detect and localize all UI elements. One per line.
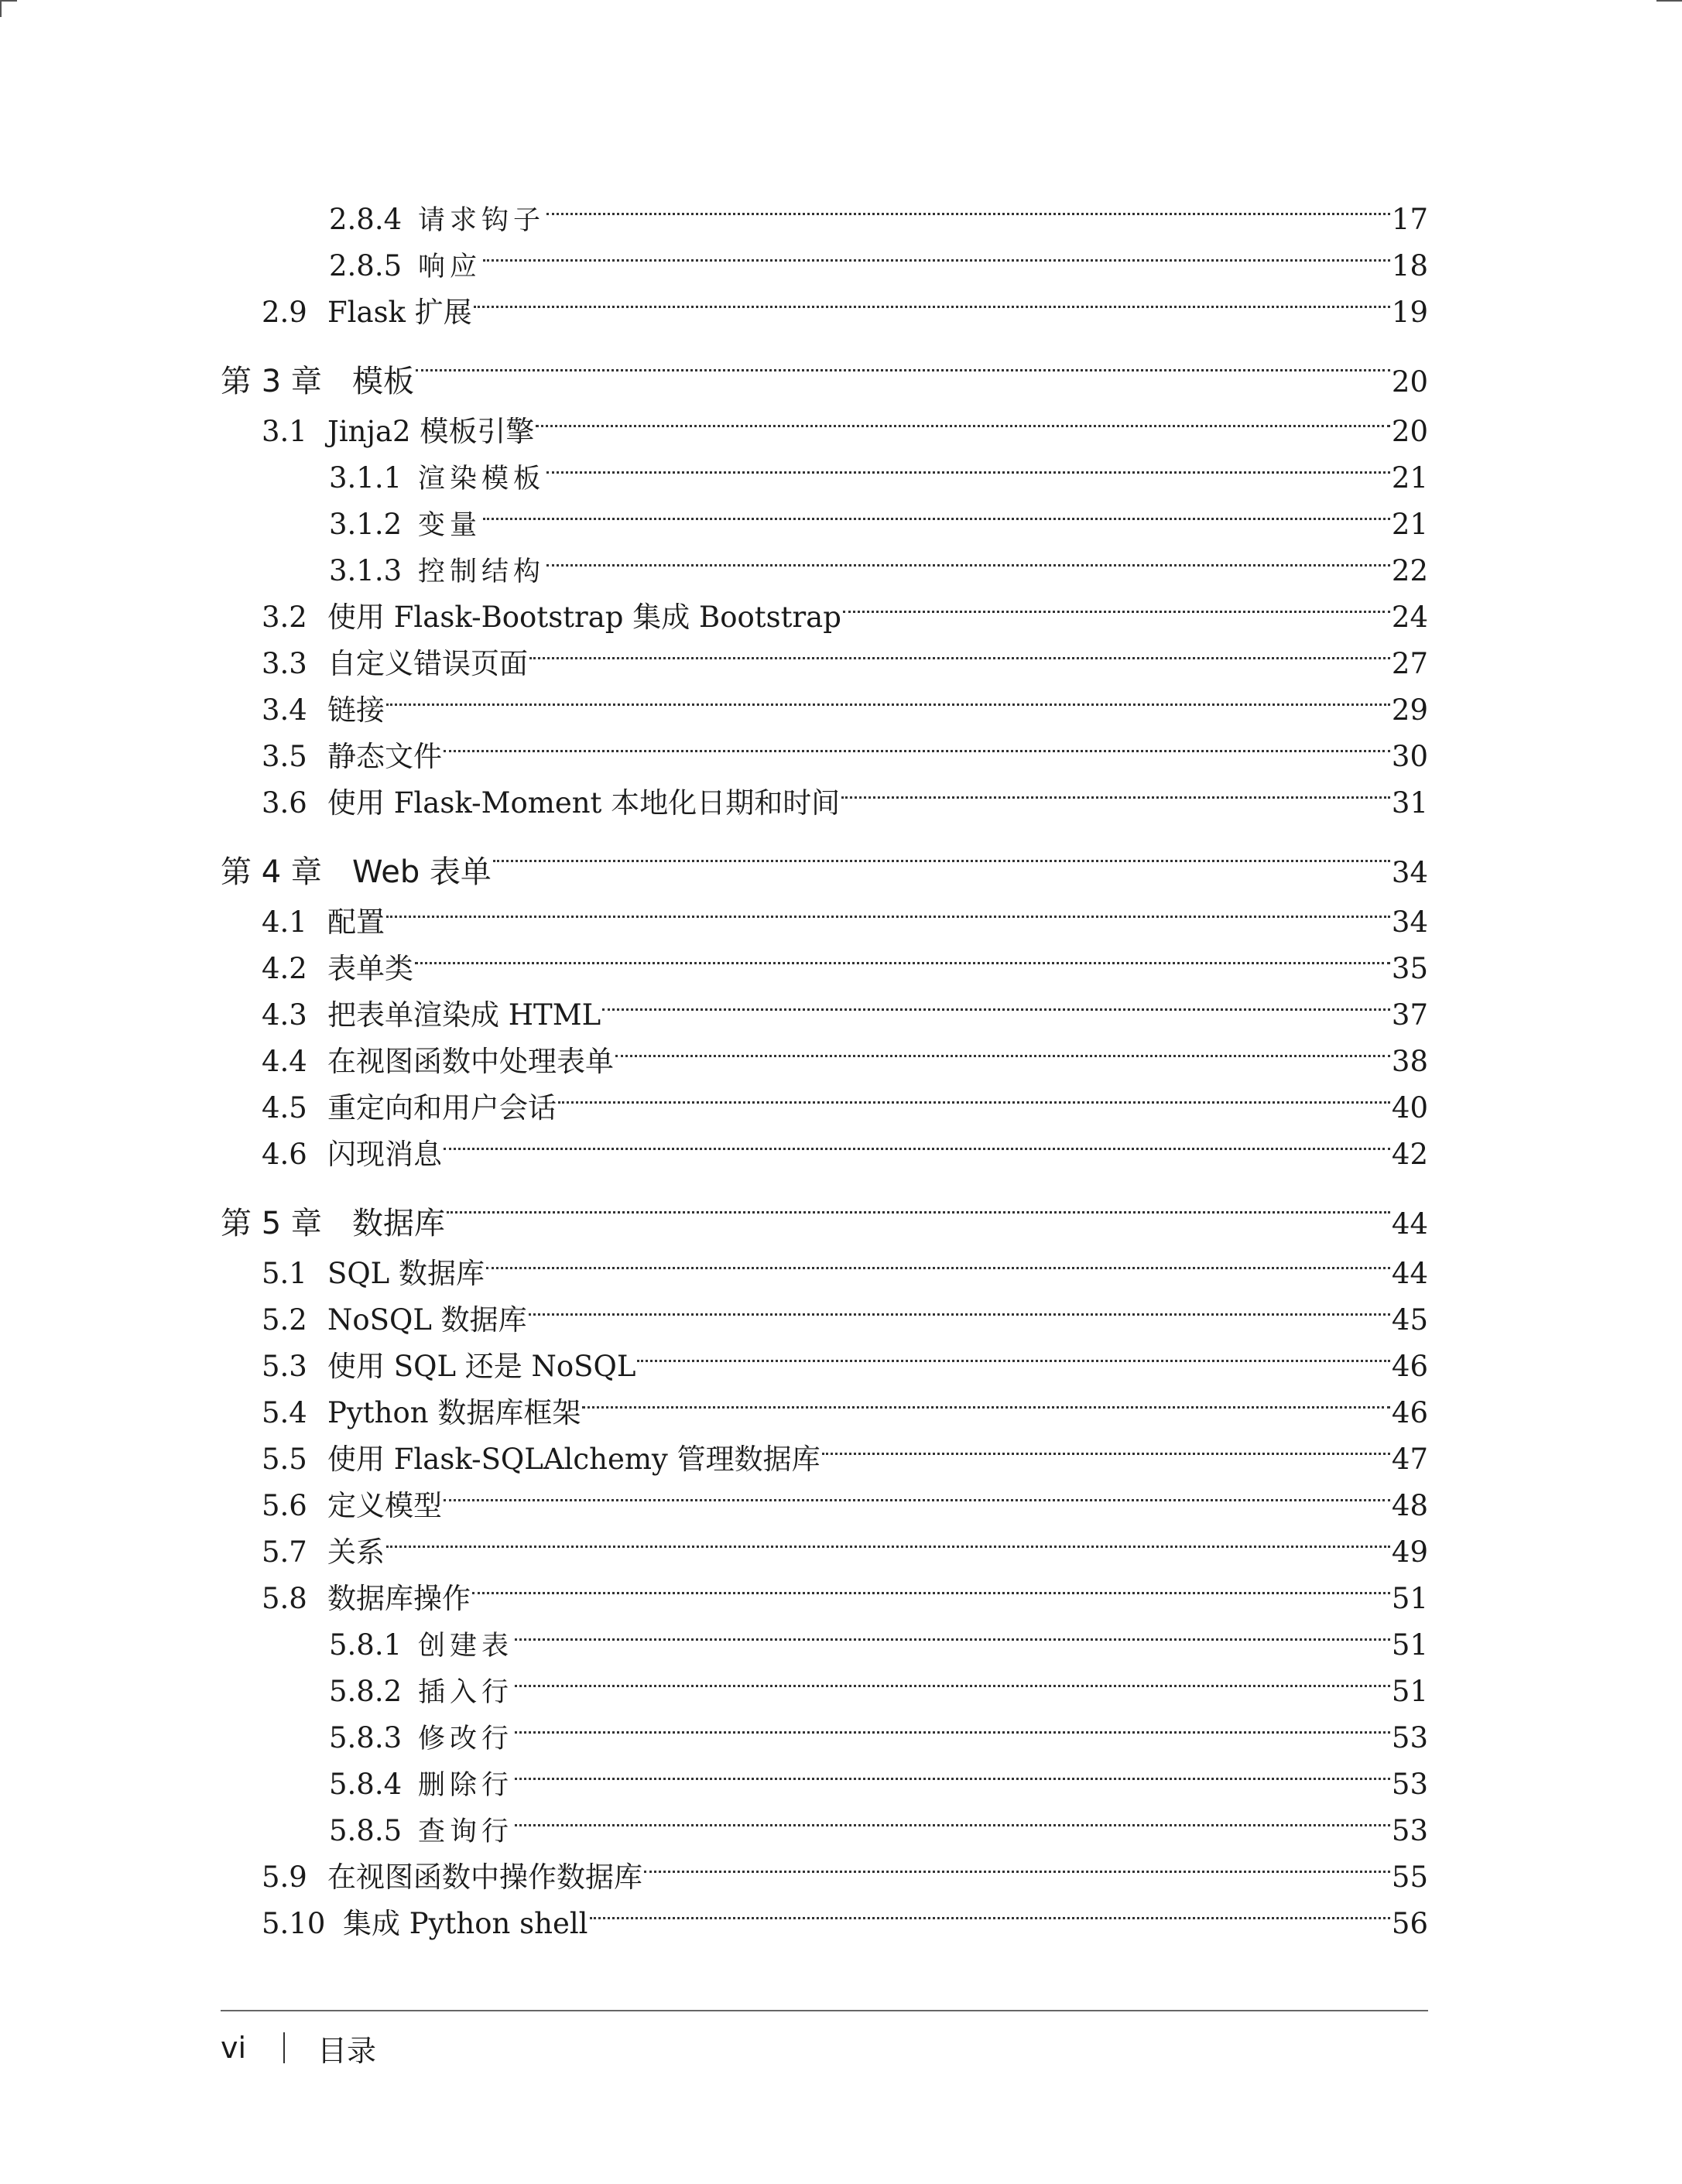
dot-leader bbox=[536, 395, 1390, 441]
toc-entry-page: 42 bbox=[1391, 1138, 1428, 1171]
toc-entry-page: 46 bbox=[1391, 1396, 1428, 1429]
dot-leader bbox=[515, 1748, 1390, 1794]
dot-leader bbox=[386, 673, 1390, 720]
dot-leader bbox=[386, 885, 1390, 932]
toc-entry-number: 3.2 bbox=[262, 601, 307, 634]
toc-entry-page: 30 bbox=[1391, 740, 1428, 773]
dot-leader bbox=[529, 1283, 1390, 1330]
toc-entry-page: 29 bbox=[1391, 693, 1428, 727]
toc-entry-page: 48 bbox=[1391, 1489, 1428, 1522]
toc-entry-number: 3.3 bbox=[262, 647, 307, 680]
toc-entry-page: 17 bbox=[1391, 203, 1428, 236]
toc-entry-number: 第 5 章 bbox=[221, 1206, 322, 1241]
dot-leader bbox=[822, 1422, 1390, 1469]
toc-entry-number: 5.8.2 bbox=[329, 1675, 403, 1708]
toc-entry-page: 19 bbox=[1391, 296, 1428, 329]
dot-leader bbox=[841, 766, 1390, 813]
toc-entry[interactable] bbox=[221, 720, 1428, 773]
toc-entry-page: 51 bbox=[1391, 1582, 1428, 1615]
dot-leader bbox=[472, 1562, 1390, 1608]
toc-entry-number: 3.5 bbox=[262, 740, 307, 773]
toc-entry-number: 5.8.5 bbox=[329, 1814, 403, 1847]
toc-entry-title: 控制结构 bbox=[418, 556, 546, 587]
dot-leader bbox=[444, 1118, 1390, 1164]
dot-leader bbox=[615, 1025, 1390, 1071]
toc-entry[interactable] bbox=[221, 885, 1428, 939]
toc-entry-number: 5.8.3 bbox=[329, 1721, 403, 1754]
toc-entry-page: 27 bbox=[1391, 647, 1428, 680]
toc-entry-page: 46 bbox=[1391, 1350, 1428, 1383]
dot-leader bbox=[386, 1515, 1390, 1562]
toc-entry-title: Python 数据库框架 bbox=[327, 1396, 581, 1429]
toc-entry-title: 修改行 bbox=[418, 1724, 514, 1754]
toc-entry-title: 定义模型 bbox=[327, 1489, 442, 1522]
toc-entry-number: 2.9 bbox=[262, 296, 307, 329]
toc-entry-page: 44 bbox=[1391, 1207, 1428, 1241]
dot-leader bbox=[515, 1794, 1390, 1840]
toc-entry-number: 2.8.4 bbox=[329, 203, 403, 236]
toc-entry-page: 22 bbox=[1391, 554, 1428, 587]
dot-leader bbox=[483, 488, 1390, 534]
toc-entry-title: 数据库 bbox=[352, 1206, 445, 1241]
footer-separator bbox=[283, 2032, 285, 2063]
dot-leader bbox=[546, 441, 1390, 488]
toc-entry-number: 4.5 bbox=[262, 1091, 307, 1125]
toc-entry-page: 38 bbox=[1391, 1045, 1428, 1078]
toc-entry-page: 40 bbox=[1391, 1091, 1428, 1125]
dot-leader bbox=[637, 1330, 1389, 1376]
toc-entry-page: 49 bbox=[1391, 1535, 1428, 1569]
toc-entry[interactable] bbox=[221, 1515, 1428, 1569]
toc-entry-page: 31 bbox=[1391, 786, 1428, 820]
toc-entry-title: 链接 bbox=[327, 693, 385, 727]
toc-entry-title: 插入行 bbox=[418, 1677, 514, 1708]
toc-entry-title: SQL 数据库 bbox=[327, 1257, 485, 1290]
crop-mark-top-left bbox=[0, 0, 2, 17]
toc-entry-title: 变量 bbox=[418, 510, 482, 541]
footer-page-number: vi bbox=[221, 2031, 247, 2065]
toc-entry[interactable] bbox=[221, 183, 1428, 236]
toc-entry-title: Jinja2 模板引擎 bbox=[327, 415, 535, 448]
dot-leader bbox=[486, 1237, 1390, 1283]
toc-entry-number: 2.8.5 bbox=[329, 249, 403, 282]
dot-leader bbox=[493, 817, 1390, 882]
toc-entry-title: 数据库操作 bbox=[327, 1582, 471, 1615]
toc-entry-number: 4.3 bbox=[262, 998, 307, 1032]
toc-entry-number: 3.6 bbox=[262, 786, 307, 820]
toc-entry-page: 20 bbox=[1391, 365, 1428, 399]
toc-entry-page: 53 bbox=[1391, 1721, 1428, 1754]
toc-entry-title: 集成 Python shell bbox=[343, 1907, 588, 1940]
toc-entry-number: 3.1.3 bbox=[329, 554, 403, 587]
toc-entry-page: 51 bbox=[1391, 1675, 1428, 1708]
toc-entry-title: 把表单渲染成 HTML bbox=[327, 998, 601, 1032]
toc-entry-title: Web 表单 bbox=[352, 854, 492, 890]
dot-leader bbox=[590, 1887, 1390, 1933]
toc-entry-page: 34 bbox=[1391, 905, 1428, 939]
toc-entry-title: 请求钩子 bbox=[418, 205, 546, 236]
dot-leader bbox=[582, 1376, 1390, 1422]
footer-section-title: 目录 bbox=[317, 2033, 377, 2068]
toc-entry[interactable] bbox=[221, 1562, 1428, 1615]
dot-leader bbox=[415, 932, 1390, 978]
toc-entry-title: 使用 SQL 还是 NoSQL bbox=[327, 1350, 636, 1383]
toc-entry-title: 闪现消息 bbox=[327, 1138, 442, 1171]
toc-entry-page: 56 bbox=[1391, 1907, 1428, 1940]
toc-entry-number: 5.3 bbox=[262, 1350, 307, 1383]
toc-entry-number: 5.9 bbox=[262, 1861, 307, 1894]
toc-entry-page: 55 bbox=[1391, 1861, 1428, 1894]
toc-entry-title: 响应 bbox=[418, 252, 482, 282]
dot-leader bbox=[546, 183, 1390, 229]
toc-entry-number: 5.8 bbox=[262, 1582, 307, 1615]
toc-entry-title: 删除行 bbox=[418, 1770, 514, 1801]
crop-mark-top-left-h bbox=[0, 0, 17, 2]
toc-entry-title: 创建表 bbox=[418, 1631, 514, 1662]
toc-entry-title: NoSQL 数据库 bbox=[327, 1303, 527, 1337]
dot-leader bbox=[558, 1071, 1390, 1118]
toc-entry-number: 第 3 章 bbox=[221, 364, 322, 399]
toc-entry-number: 5.1 bbox=[262, 1257, 307, 1290]
toc-entry-number: 5.5 bbox=[262, 1443, 307, 1476]
toc-entry-title: 重定向和用户会话 bbox=[327, 1091, 557, 1125]
dot-leader bbox=[444, 1469, 1390, 1515]
toc-entry-number: 3.1.2 bbox=[329, 508, 403, 541]
toc-entry-page: 21 bbox=[1391, 461, 1428, 495]
dot-leader bbox=[444, 720, 1390, 766]
dot-leader bbox=[546, 534, 1390, 580]
toc-entry-page: 51 bbox=[1391, 1628, 1428, 1662]
toc-entry-number: 5.6 bbox=[262, 1489, 307, 1522]
toc-entry-page: 35 bbox=[1391, 952, 1428, 985]
toc-entry-number: 5.10 bbox=[262, 1907, 326, 1940]
toc-entry-page: 44 bbox=[1391, 1257, 1428, 1290]
toc-entry[interactable] bbox=[221, 932, 1428, 985]
dot-leader bbox=[644, 1840, 1390, 1887]
toc-entry-number: 5.7 bbox=[262, 1535, 307, 1569]
toc-entry-title: 关系 bbox=[327, 1535, 385, 1569]
toc-entry[interactable] bbox=[221, 673, 1428, 727]
footer-rule bbox=[221, 2010, 1428, 2011]
toc-entry-title: 使用 Flask-Bootstrap 集成 Bootstrap bbox=[327, 601, 841, 634]
dot-leader bbox=[515, 1608, 1390, 1655]
toc-entry-page: 37 bbox=[1391, 998, 1428, 1032]
toc-entry-title: 表单类 bbox=[327, 952, 413, 985]
toc-entry-title: 静态文件 bbox=[327, 740, 442, 773]
dot-leader bbox=[515, 1701, 1390, 1748]
toc-entry-number: 5.8.4 bbox=[329, 1768, 403, 1801]
dot-leader bbox=[843, 580, 1390, 627]
toc-entry-number: 4.2 bbox=[262, 952, 307, 985]
toc-entry-number: 4.6 bbox=[262, 1138, 307, 1171]
toc-entry-title: Flask 扩展 bbox=[327, 296, 472, 329]
toc-entry-title: 渲染模板 bbox=[418, 464, 546, 495]
toc-entry-title: 使用 Flask-SQLAlchemy 管理数据库 bbox=[327, 1443, 820, 1476]
toc-entry-title: 配置 bbox=[327, 905, 385, 939]
page-footer bbox=[221, 2025, 376, 2071]
toc-entry-page: 53 bbox=[1391, 1814, 1428, 1847]
toc-entry-number: 3.4 bbox=[262, 693, 307, 727]
toc-entry-title: 查询行 bbox=[418, 1816, 514, 1847]
dot-leader bbox=[447, 1169, 1390, 1234]
dot-leader bbox=[602, 978, 1390, 1025]
crop-mark-top-right bbox=[1656, 0, 1682, 2]
dot-leader bbox=[483, 229, 1390, 276]
toc-entry-page: 34 bbox=[1391, 856, 1428, 889]
toc-entry-number: 5.2 bbox=[262, 1303, 307, 1337]
toc-entry-page: 47 bbox=[1391, 1443, 1428, 1476]
toc-entry-page: 24 bbox=[1391, 601, 1428, 634]
toc-entry-title: 模板 bbox=[352, 364, 414, 399]
toc-entry-number: 4.4 bbox=[262, 1045, 307, 1078]
toc-entry-number: 4.1 bbox=[262, 905, 307, 939]
toc-entry-title: 在视图函数中操作数据库 bbox=[327, 1861, 642, 1894]
dot-leader bbox=[529, 627, 1390, 673]
toc-entry-number: 5.8.1 bbox=[329, 1628, 403, 1662]
table-of-contents bbox=[221, 183, 1428, 1940]
toc-entry-number: 3.1.1 bbox=[329, 461, 403, 495]
dot-leader bbox=[416, 327, 1390, 392]
dot-leader bbox=[515, 1655, 1390, 1701]
toc-entry-number: 第 4 章 bbox=[221, 854, 322, 890]
toc-entry-title: 使用 Flask-Moment 本地化日期和时间 bbox=[327, 786, 841, 820]
toc-entry-page: 45 bbox=[1391, 1303, 1428, 1337]
toc-entry-number: 5.4 bbox=[262, 1396, 307, 1429]
toc-entry-page: 18 bbox=[1391, 249, 1428, 282]
toc-entry-page: 20 bbox=[1391, 415, 1428, 448]
toc-entry-title: 自定义错误页面 bbox=[327, 647, 528, 680]
toc-entry-title: 在视图函数中处理表单 bbox=[327, 1045, 614, 1078]
toc-entry-page: 21 bbox=[1391, 508, 1428, 541]
toc-entry-page: 53 bbox=[1391, 1768, 1428, 1801]
dot-leader bbox=[474, 276, 1390, 322]
toc-entry-number: 3.1 bbox=[262, 415, 307, 448]
